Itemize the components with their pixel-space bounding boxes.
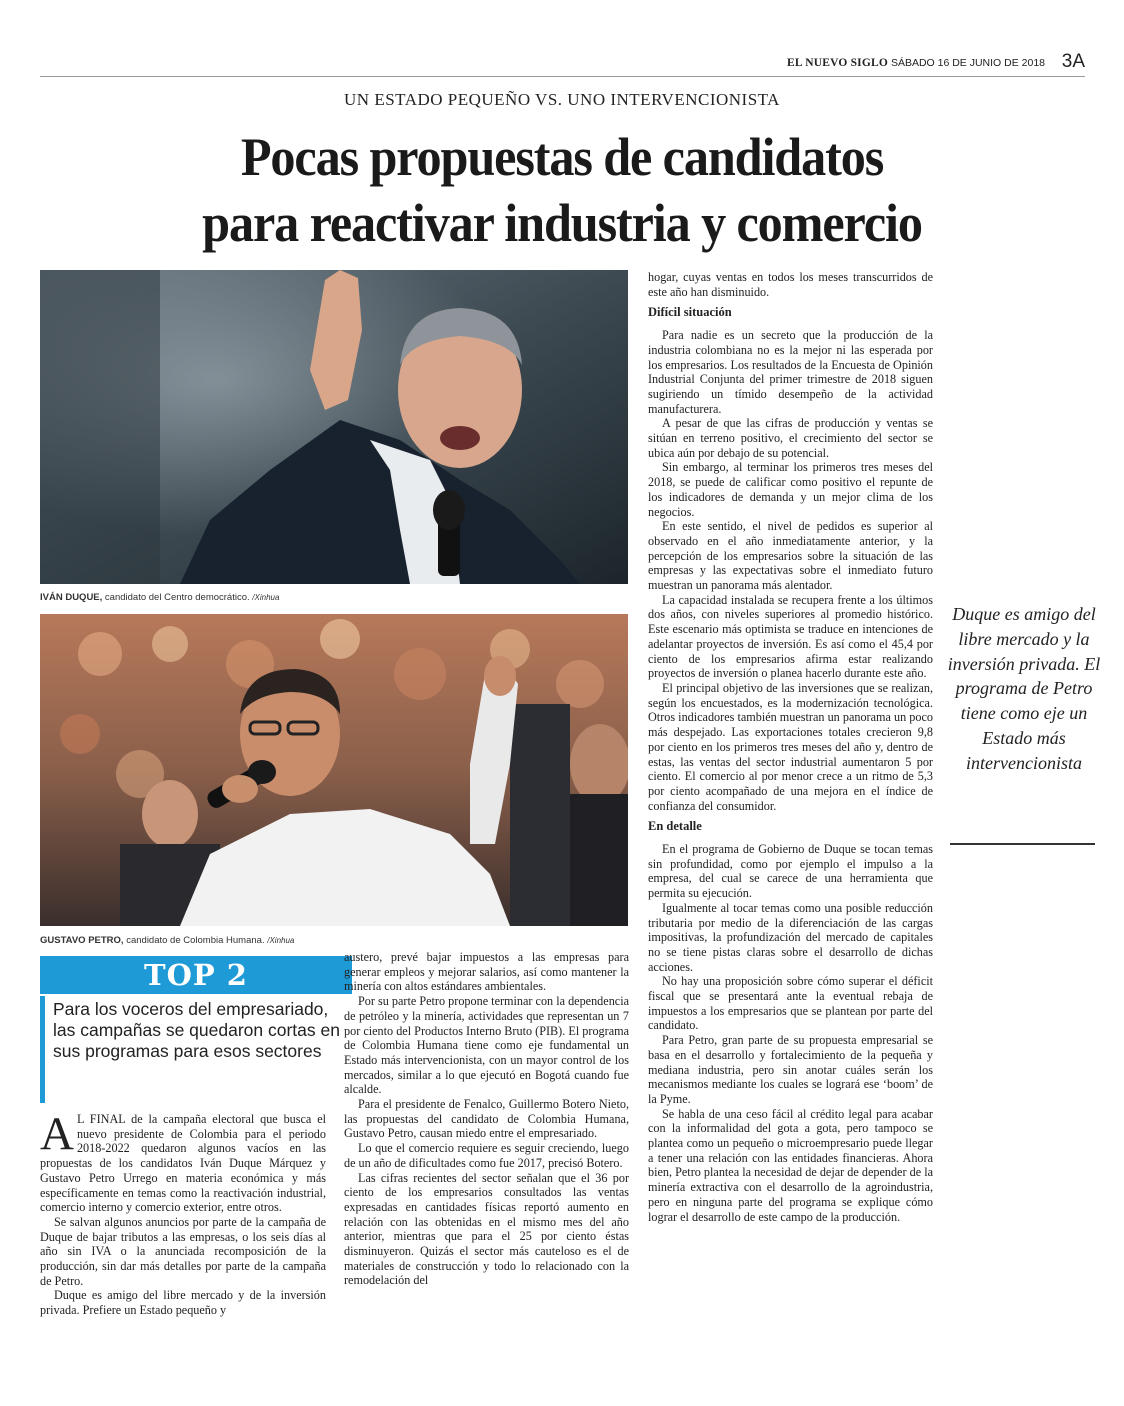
article-column-1	[40, 1108, 326, 1318]
section-heading-en-detalle: En detalle	[648, 819, 702, 834]
paragraph: Por su parte Petro propone terminar con la dependencia de petróleo y la minería, actividades que representan un 7 por ciento del Productos Interno Bruto (PIB). El programa de Colombia Humana tiene como eje fundamental un Estado más intervencionista, con un mayor control de los mercados, similar a lo que ejecutó en Bogotá cuando fue alcalde.	[344, 994, 629, 1097]
top2-banner	[40, 956, 352, 994]
paragraph: La capacidad instalada se recupera frente a los últimos dos años, con niveles superiores al promedio histórico. Este escenario más optimista se traduce en intenciones de adelantar proyectos de inversión. Es así como el 45,4 por ciento de los empresarios afirma estar realizando proyectos de inversión o planea hacerlo durante este año.	[648, 592, 933, 681]
paragraph: Se habla de una ceso fácil al crédito legal para acabar con la informalidad del gota a gota, pero tampoco se plantea como un pequeño o microempresario puede llegar a tener una relación con las entidades financieras. Ahora bien, Petro plantea la necesidad de dejar de depender de la minería extractiva con el desarrollo de la agroindustria, pero en ninguna parte del programa se explique cómo lograr el desarrollo de este campo de la producción.	[648, 1106, 933, 1224]
pull-quote: Duque es amigo del libre mercado y la inversión privada. El programa de Petro tiene como eje un Estado más intervencionista	[947, 604, 1101, 773]
headline-line-1: Pocas propuestas de candidatos	[240, 127, 884, 187]
caption-name: IVÁN DUQUE,	[40, 592, 103, 603]
paragraph: Las cifras recientes del sector señalan que el 36 por ciento de los empresarios consultados las ventas expresadas en cantidades físicas reportó aumento en relación con las obtenidas en el mismo mes del año anterior, mientras que para el 25 por ciento éstas disminuyeron. Quizás el sector más cauteloso es el de materiales de construcción y todo lo relacionado con la remodelación del	[344, 1170, 629, 1288]
headline-line-2: para reactivar industria y comercio	[202, 193, 922, 253]
masthead-info	[787, 57, 1045, 69]
caption-text: candidato de Colombia Humana.	[123, 935, 265, 946]
paragraph: Duque es amigo del libre mercado y de la inversión privada. Prefiere un Estado pequeño y	[40, 1288, 326, 1318]
kicker: UN ESTADO PEQUEÑO VS. UNO INTERVENCIONISTA	[344, 90, 780, 109]
masthead	[40, 52, 1085, 77]
section-heading-dificil-situacion: Difícil situación	[648, 305, 732, 320]
issue-date: SÁBADO 16 DE JUNIO DE 2018	[890, 57, 1045, 69]
paragraph: Para nadie es un secreto que la producción de la industria colombiana no es la mejor ni las esperada por los empresarios. Los resultados de la Encuesta de Opinión Industrial Conjunta del primer trimestre de 2018 siguen sugiriendo un tímido desempeño de la actividad manufacturera.	[648, 328, 933, 416]
lead-paragraph	[40, 1108, 326, 1215]
top2-label: TOP 2	[144, 958, 248, 992]
drop-cap: A	[40, 1108, 74, 1160]
caption-name: GUSTAVO PETRO,	[40, 935, 124, 946]
pull-quote-rule	[950, 843, 1095, 845]
caption-text: candidato del Centro democrático.	[102, 592, 250, 603]
paragraph: A pesar de que las cifras de producción y ventas se sitúan en terreno positivo, el crecimiento del sector se ubica aún por debajo de su potencial.	[648, 416, 933, 460]
photo-credit: /Xinhua	[267, 936, 295, 945]
photo-ivan-duque	[40, 270, 628, 584]
paragraph: En el programa de Gobierno de Duque se tocan temas sin profundidad, como por ejemplo el impulso a la empresa, del cual se carece de una herramienta que permita su ejecución.	[648, 842, 933, 901]
paragraph: Se salvan algunos anuncios por parte de la campaña de Duque de bajar tributos a las empresas, o los seis días al año sin IVA o la anunciada recomposición de la producción, sin dar más detalles por parte de la campaña de Petro.	[40, 1214, 326, 1288]
photo-duque-illustration	[40, 270, 628, 584]
paragraph: El principal objetivo de las inversiones que se realizan, según los encuestados, es la modernización tecnológica. Otros indicadores también muestran un panorama un poco más despejado. Las exportaciones totales crecieron 9,8 por ciento en los primeros tres meses del año y, dentro de estas, las ventas del sector industrial aumentaron 5 por ciento. El comercio al por menor crece a un ritmo de 5,3 por ciento acompañado de una mejora en el índice de confianza del consumidor.	[648, 680, 933, 813]
lead-text: L FINAL de la campaña electoral que busca el nuevo presidente de Colombia para el periodo 2018-2022 quedaron algunos vacíos en las propuestas de los candidatos Iván Duque Márquez y Gustavo Petro Urrego en materia económica y más específicamente en temas como la reactivación industrial, comercio interno y comercio exterior, entre otros.	[40, 1112, 326, 1215]
paragraph: En este sentido, el nivel de pedidos es superior al observado en el año inmediatamente anterior, y la percepción de los empresarios sobre la situación de las empresas y las expectativas sobre el inmediato futuro muestran un panorama más alentador.	[648, 519, 933, 593]
paragraph: Sin embargo, al terminar los primeros tres meses del 2018, se puede de calificar como positivo el repunte de los indicadores de demanda y un mejor clima de los negocios.	[648, 460, 933, 519]
paragraph: Lo que el comercio requiere es seguir creciendo, luego de un año de dificultades como fue 2017, precisó Botero.	[344, 1141, 629, 1170]
headline	[39, 124, 1084, 256]
paragraph: No hay una proposición sobre cómo superar el déficit fiscal que se presentará ante la eventual rebaja de impuestos a los empresarios que se plantean por parte del candidato.	[648, 974, 933, 1033]
article-column-2	[344, 950, 629, 1288]
photo-gustavo-petro	[40, 614, 628, 926]
paragraph: Igualmente al tocar temas como una posible reducción tributaria por medio de la diferenciación de las cargas impositivas, la profundización del mercado de capitales no se tiene pistas claras sobre el desarrollo de dichas acciones.	[648, 900, 933, 974]
paragraph: Para Petro, gran parte de su propuesta empresarial se basa en el desarrollo y fortalecimiento de la pequeña y mediana industria, pero sin anotar cuáles serán los mecanismos mediante los cuales se logrará ese ‘boom’ de la Pyme.	[648, 1033, 933, 1106]
subhead: Para los voceros del empresariado, las campañas se quedaron cortas en sus programas para esos sectores	[40, 996, 343, 1103]
photo-credit: /Xinhua	[252, 593, 280, 602]
paragraph: Para el presidente de Fenalco, Guillermo Botero Nieto, las propuestas del candidato de Colombia Humana, Gustavo Petro, causan miedo entre el empresariado.	[344, 1097, 629, 1141]
article-column-3	[648, 270, 933, 1224]
paragraph: austero, prevé bajar impuestos a las empresas para generar empleos y mejorar salarios, así como mantener la minería con altos estándares ambientales.	[344, 950, 629, 994]
photo-petro-caption	[40, 935, 294, 946]
photo-petro-illustration	[40, 614, 628, 926]
paragraph: hogar, cuyas ventas en todos los meses transcurridos de este año han disminuido.	[648, 270, 933, 299]
newspaper-name: EL NUEVO SIGLO	[787, 57, 889, 69]
page-number: 3A	[1061, 51, 1085, 72]
photo-duque-caption	[40, 592, 279, 603]
